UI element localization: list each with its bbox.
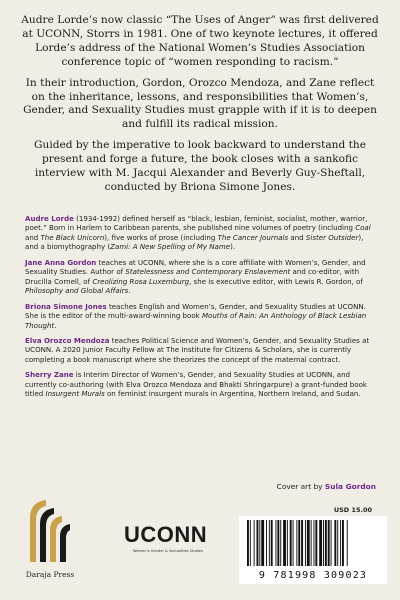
barcode-bar <box>254 520 255 566</box>
bio-title: Mouths of Rain: An Anthology of Black Lesbian Thought <box>25 311 367 330</box>
barcode-bar <box>301 520 303 566</box>
price: USD 15.00 <box>333 506 372 514</box>
barcode-bar <box>305 520 306 566</box>
barcode-bar <box>298 520 300 566</box>
barcode-bar <box>307 520 310 566</box>
bio-name: Sherry Zane <box>25 370 74 380</box>
bio-text: (1934-1992) defined herself as “black, lesbian, feminist, socialist, mother, warrior, poet.” Born in Harlem to Caribbean parents, she published nine volumes of poetry (including <box>25 214 368 233</box>
blurb-paragraph-3: Guided by the imperative to look backward to understand the present and forge a future, the book closes with a sankofic interview with M. Jacqui Alexander and Beverly Guy-Sheftall, conducted by Briona Simone Jones. <box>34 139 366 193</box>
barcode-bar <box>283 520 286 566</box>
bio-name: Elva Orozco Mendoza <box>25 335 110 345</box>
daraja-press-logo <box>26 496 74 568</box>
barcode-bars <box>245 520 381 566</box>
barcode-bar <box>342 520 344 566</box>
bio-name: Jane Anna Gordon <box>25 257 97 267</box>
bio-jane-anna-gordon <box>25 258 377 296</box>
bio-sherry-zane <box>25 370 377 398</box>
barcode-bar <box>290 520 292 566</box>
isbn-number: 9 781998 309023 <box>258 570 368 581</box>
bio-title: Coal <box>355 223 371 233</box>
bio-audre-lorde <box>25 214 377 252</box>
publisher-name: Daraja Press <box>25 570 75 579</box>
barcode-bar <box>257 520 259 566</box>
bio-text: teaches English and Women’s, Gender, and Sexuality Studies at UCONN. She is the editor of the multi-award-winning book <box>25 301 366 321</box>
barcode-bar <box>314 520 315 566</box>
bio-text: teaches at UCONN, where she is a core affiliate with Women’s, Gender, and Sexuality Studies. Author of <box>25 257 366 277</box>
bio-name: Briona Simone Jones <box>25 301 107 311</box>
bio-text: , she is executive editor, with Lewis R. Gordon, of <box>189 276 363 286</box>
barcode-bar <box>287 520 288 566</box>
barcode-bar <box>325 520 327 566</box>
bio-text: is Interim Director of Women’s, Gender, and Sexuality Studies at UCONN, and currently co-authoring (with Elva Orozco Mendoza and Bhakti Shringarpure) a grant-funded book titled <box>25 370 367 399</box>
bio-text: and <box>288 232 306 242</box>
bio-title: Insurgent Murals <box>45 389 105 399</box>
barcode-bar <box>340 520 341 566</box>
barcode-bar <box>311 520 312 566</box>
barcode-bar <box>347 520 348 566</box>
barcode-bar <box>293 520 294 566</box>
uconn-subtitle: Women’s Gender & Sexualities Studies <box>132 549 203 553</box>
barcode-bar <box>266 520 267 566</box>
bio-title: Statelessness and Contemporary Enslavement <box>125 267 291 277</box>
bio-text: and co-editor, with Drucilla Cornell, of <box>25 267 360 286</box>
uconn-logo: UCONN <box>124 522 208 547</box>
bio-name: Audre Lorde <box>25 214 74 223</box>
barcode-bar <box>271 520 273 566</box>
bio-elva-orozco-mendoza <box>25 336 377 364</box>
blurb-paragraph-2: In their introduction, Gordon, Orozco Mendoza, and Zane reflect on the inheritance, lessons, and responsibilities that Women’s, Gender, and Sexuality Studies must grapple with if it is to deepen and fulfill its radical mission. <box>23 76 377 131</box>
barcode-bar <box>277 520 279 566</box>
bio-title: The Cancer Journals <box>217 232 289 242</box>
barcode-bar <box>334 520 336 566</box>
barcode-bar <box>331 520 332 566</box>
blurb <box>20 14 380 202</box>
bio-text: . <box>128 286 131 296</box>
bio-text: on feminist insurgent murals in Argentina, Northern Ireland, and Sudan. <box>104 389 361 399</box>
cover-art-credit <box>277 482 376 491</box>
barcode-bar <box>328 520 330 566</box>
credit-label: Cover art by <box>276 482 325 491</box>
bio-briona-simone-jones <box>25 302 377 330</box>
bio-title: The Black Unicorn <box>40 232 105 242</box>
credit-artist: Sula Gordon <box>324 482 376 491</box>
barcode-bar <box>337 520 338 566</box>
author-bios <box>25 214 377 405</box>
barcode-bar <box>319 520 322 566</box>
bio-text: teaches Political Science and Women’s, Gender, and Sexuality Studies at UCONN. A 2020 Junior Faculty Fellow at The Institute for Citizens & Scholars, she is currently completing a book manuscript where she theorizes the concept of the maternal contract. <box>25 335 370 364</box>
barcode-bar <box>250 520 251 566</box>
bio-title: Zami: A New Spelling of My Name <box>110 242 231 252</box>
bio-text: and <box>25 232 41 242</box>
bio-title: Sister Outsider <box>305 232 359 242</box>
bio-text: ), and a biomythography ( <box>25 232 364 252</box>
bio-text: ), five works of prose (including <box>104 232 218 242</box>
barcode-bar <box>323 520 324 566</box>
barcode-bar <box>315 520 317 566</box>
bio-title: Creolizing Rosa Luxemburg <box>92 276 190 286</box>
barcode-bar <box>269 520 270 566</box>
blurb-paragraph-1: Audre Lorde’s now classic “The Uses of Anger” was first delivered at UCONN, Storrs in 1981. One of two keynote lectures, it offered Lorde’s address of the National Women’s Studies Association conference topic of “women responding to racism.” <box>21 14 379 68</box>
barcode-bar <box>247 520 249 566</box>
barcode-bar <box>261 520 264 566</box>
bio-text: . <box>54 320 57 330</box>
barcode-bar <box>280 520 281 566</box>
bio-text: ). <box>230 242 236 252</box>
bio-title: Philosophy and Global Affairs <box>25 286 129 296</box>
barcode-bar <box>259 520 260 566</box>
barcode <box>239 516 387 584</box>
barcode-bar <box>276 520 277 566</box>
barcode-bar <box>296 520 297 566</box>
